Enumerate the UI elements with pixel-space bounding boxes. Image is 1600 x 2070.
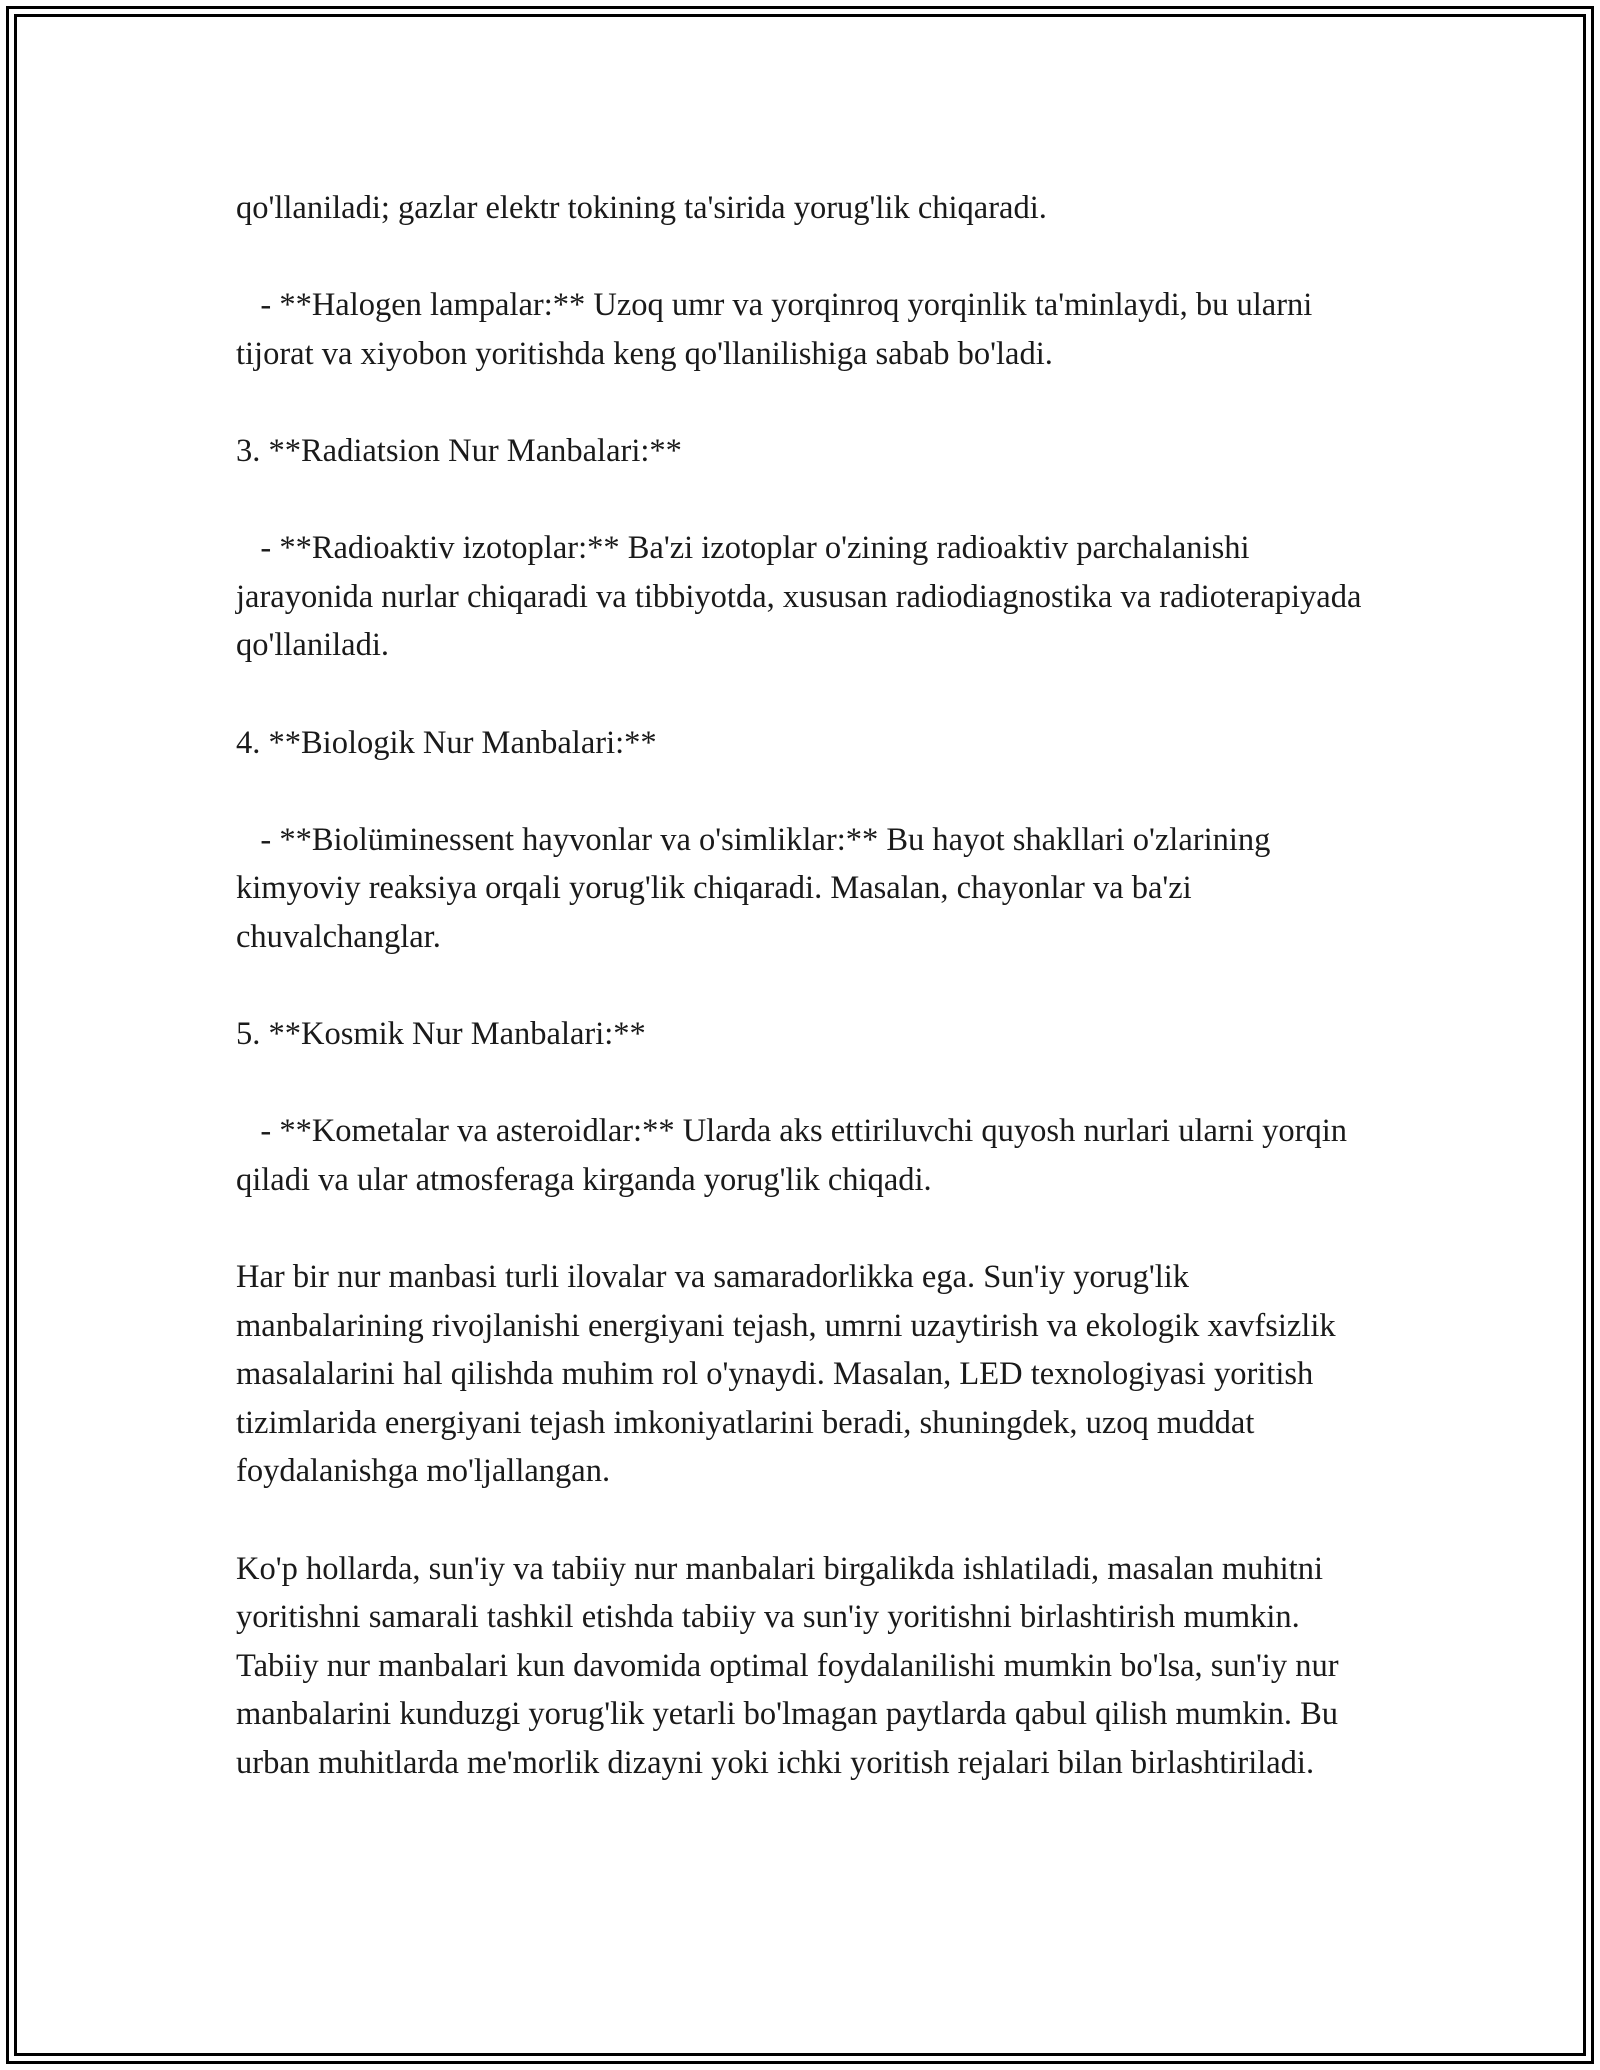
paragraph-gas-lamps-continued: qo'llaniladi; gazlar elektr tokining ta'sirida yorug'lik chiqaradi. (236, 190, 1047, 226)
list-item-radioactive-isotopes: - **Radioaktiv izotoplar:** Ba'zi izotoplar o'zining radioaktiv parchalanishi jarayonida nurlar chiqaradi va tibbiyotda, xususan radiodiagnostika va radioterapiyada qo'llaniladi. (236, 530, 1370, 664)
section-heading-cosmic-sources: 5. **Kosmik Nur Manbalari:** (236, 1016, 646, 1053)
list-item-bioluminescent: - **Biolüminessent hayvonlar va o'simliklar:** Bu hayot shakllari o'zlarining kimyoviy reaksiya orqali yorug'lik chiqaradi. Masalan, chayonlar va ba'zi chuvalchanglar. (236, 821, 1279, 955)
list-item-comets-asteroids: - **Kometalar va asteroidlar:** Ularda aks ettiriluvchi quyosh nurlari ularni yorqin qiladi va ular atmosferaga kirganda yorug'lik chiqadi. (236, 1113, 1356, 1198)
section-heading-biological-sources: 4. **Biologik Nur Manbalari:** (236, 724, 657, 761)
paragraph-combined-use: Ko'p hollarda, sun'iy va tabiiy nur manbalari birgalikda ishlatiladi, masalan muhitni yoritishni samarali tashkil etishda tabiiy va sun'iy yoritishni birlashtirish mumkin. Tabiiy nur manbalari kun davomida optimal foydalanilishi mumkin bo'lsa, sun'iy nur manbalarini kunduzgi yorug'lik yetarli bo'lmagan paytlarda qabul qilish mumkin. Bu urban muhitlarda me'morlik dizayni yoki ichki yoritish rejalari bilan birlashtiriladi. (236, 1550, 1347, 1781)
list-item-halogen-lamps: - **Halogen lampalar:** Uzoq umr va yorqinroq yorqinlik ta'minlaydi, bu ularni tijorat va xiyobon yoritishda keng qo'llanilishiga sabab bo'ladi. (236, 287, 1321, 372)
paragraph-applications: Har bir nur manbasi turli ilovalar va samaradorlikka ega. Sun'iy yorug'lik manbalarining rivojlanishi energiyani tejash, umrni uzaytirish va ekologik xavfsizlik masalalarini hal qilishda muhim rol o'ynaydi. Masalan, LED texnologiyasi yoritish tizimlarida energiyani tejash imkoniyatlarini beradi, shuningdek, uzoq muddat foydalanishga mo'ljallangan. (236, 1259, 1344, 1490)
section-heading-radiation-sources: 3. **Radiatsion Nur Manbalari:** (236, 432, 682, 469)
document-body (236, 184, 1370, 1836)
